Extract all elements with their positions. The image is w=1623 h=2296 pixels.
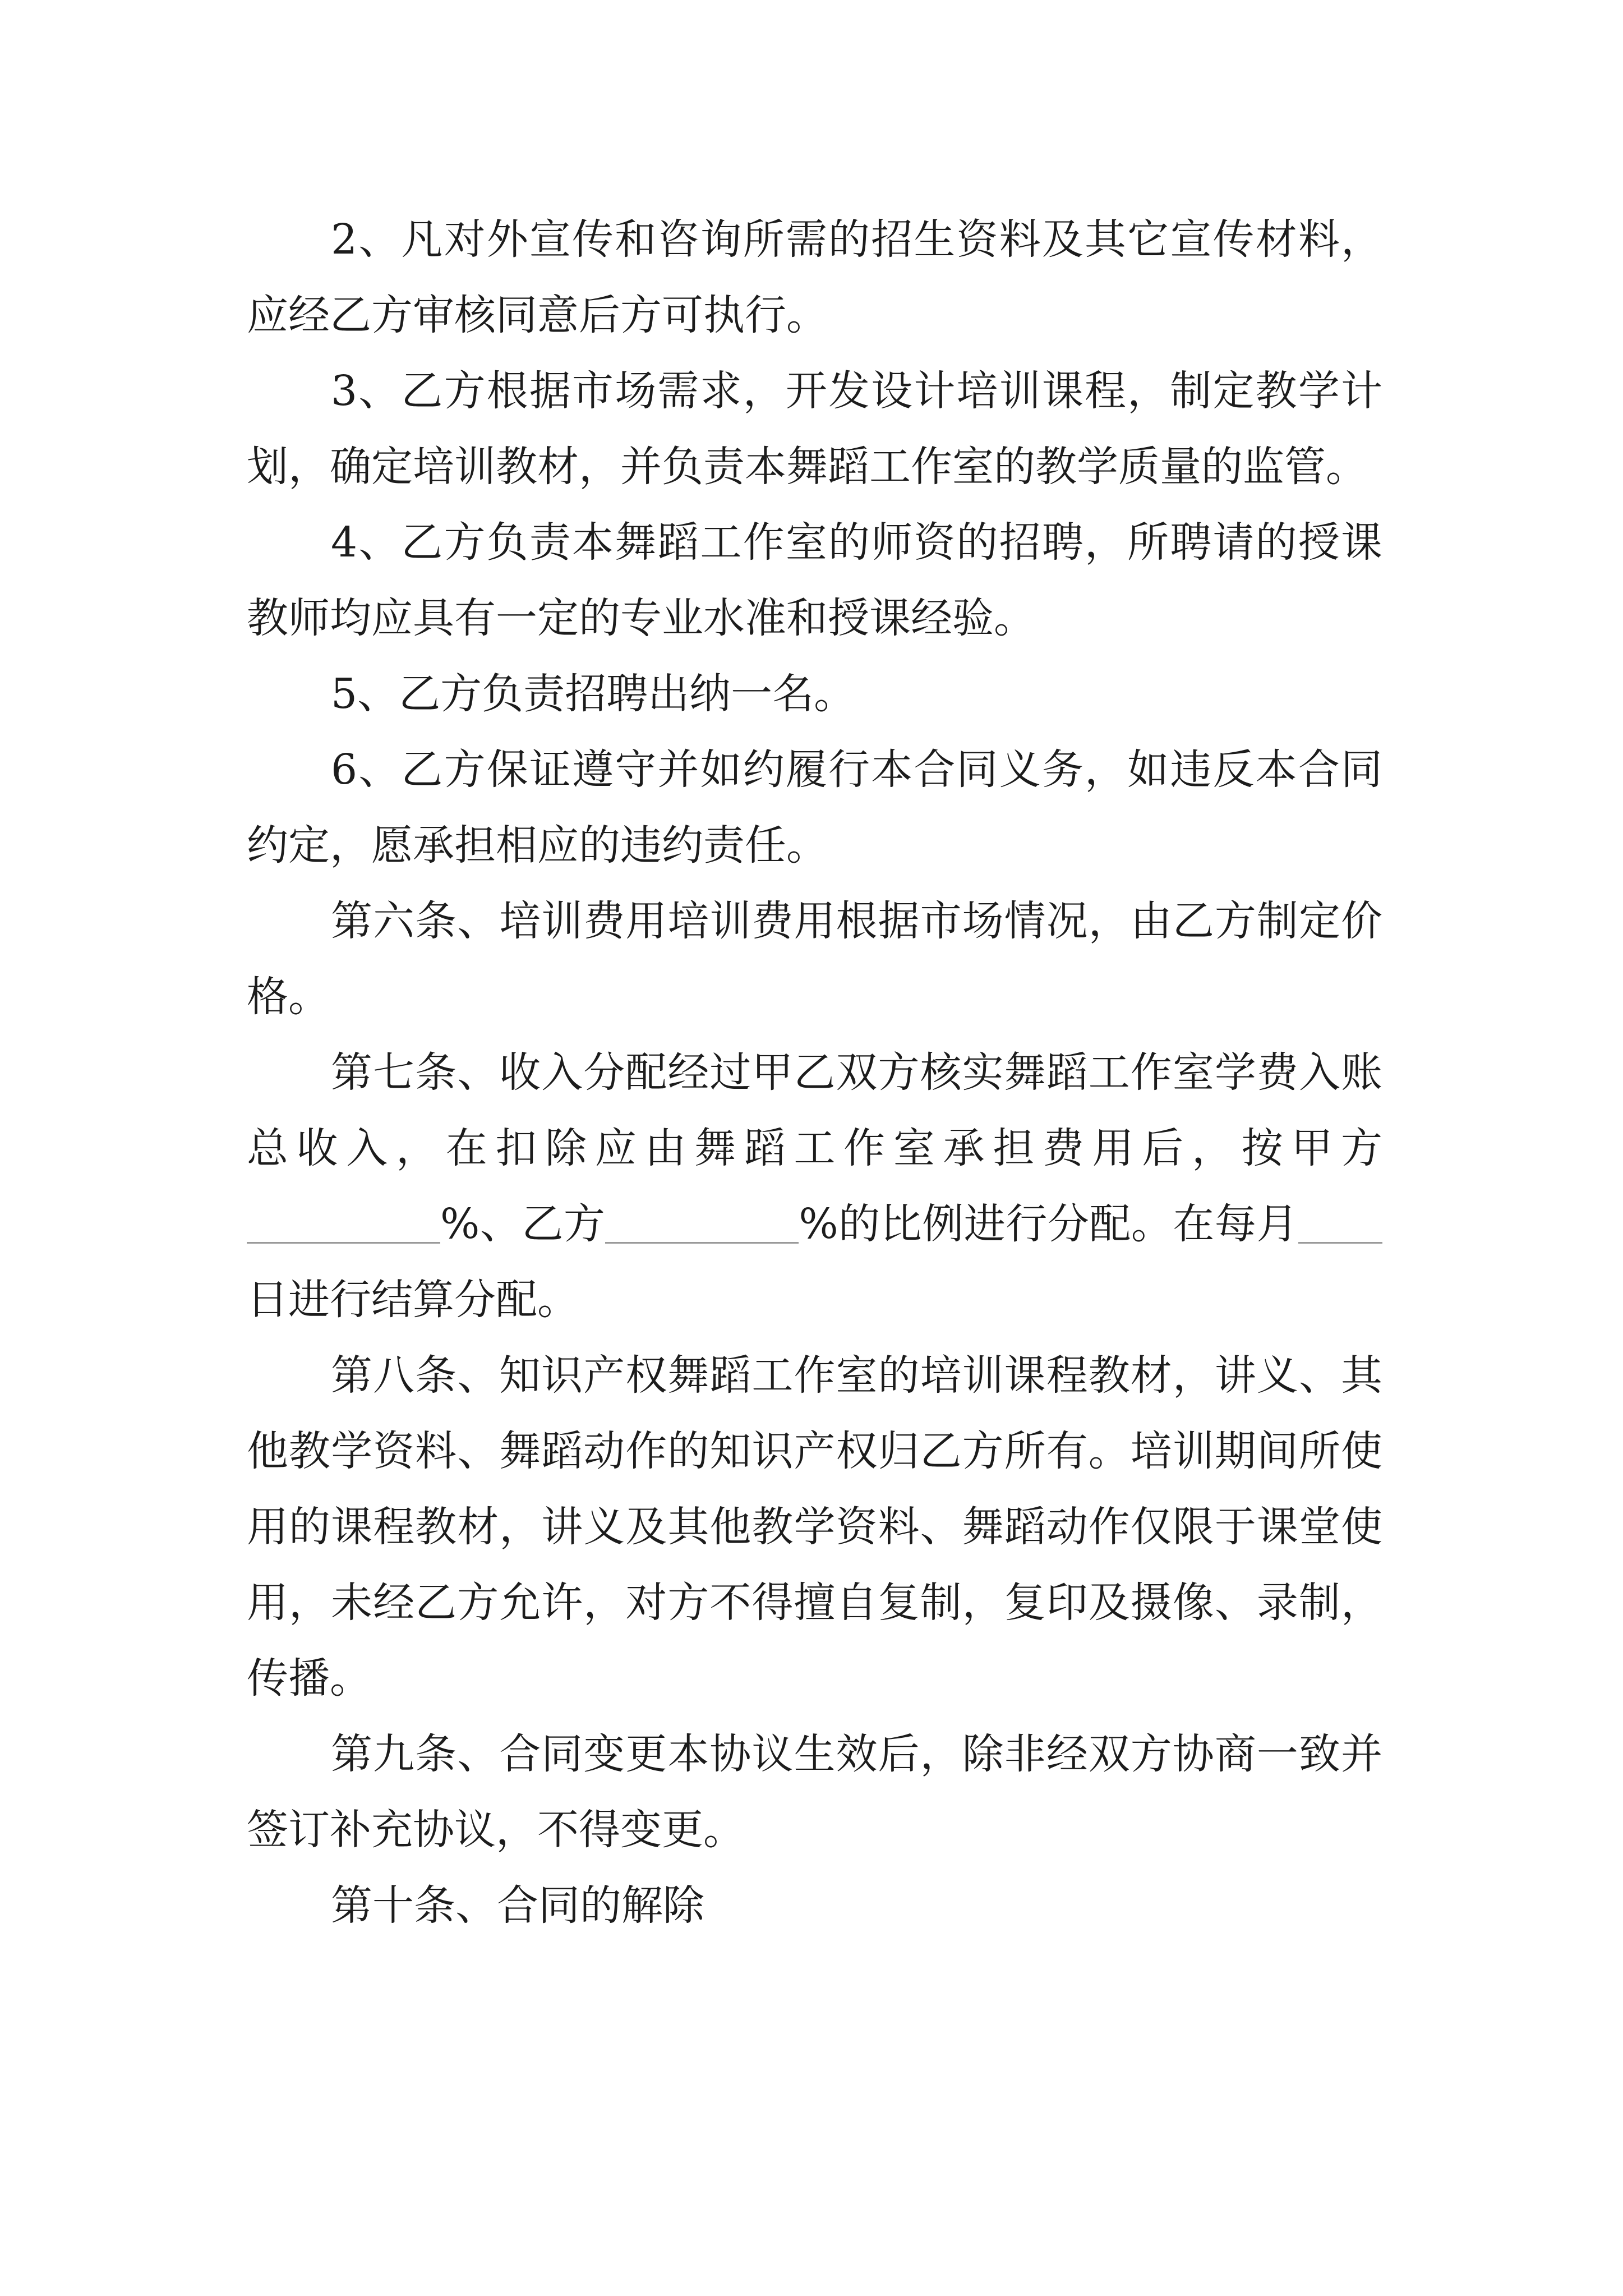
document-body — [247, 202, 1382, 1944]
article-7-text-4: 日进行结算分配。 — [247, 1276, 579, 1324]
paragraph-item-2: 2、凡对外宣传和咨询所需的招生资料及其它宣传材料，应经乙方审核同意后方可执行。 — [247, 215, 1382, 339]
settlement-day-blank[interactable] — [1298, 1241, 1382, 1244]
party-b-percent-blank[interactable] — [605, 1241, 799, 1244]
paragraph-item-5: 5、乙方负责招聘出纳一名。 — [331, 670, 856, 718]
article-6-fees: 第六条、培训费用培训费用根据市场情况，由乙方制定价格。 — [247, 897, 1382, 1021]
paragraph-item-4: 4、乙方负责本舞蹈工作室的师资的招聘，所聘请的授课教师均应具有一定的专业水准和授课经验。 — [247, 518, 1382, 642]
article-10-termination: 第十条、合同的解除 — [331, 1881, 704, 1930]
article-8-intellectual-property: 第八条、知识产权舞蹈工作室的培训课程教材，讲义、其他教学资料、舞蹈动作的知识产权归乙方所有。培训期间所使用的课程教材，讲义及其他教学资料、舞蹈动作仅限于课堂使用，未经乙方允许，对方不得擅自复制，复印及摄像、录制，传播。 — [247, 1351, 1382, 1703]
party-a-percent-blank[interactable] — [247, 1241, 440, 1244]
article-7-text-2: %、乙方 — [440, 1200, 606, 1248]
paragraph-item-6: 6、乙方保证遵守并如约履行本合同义务，如违反本合同约定，愿承担相应的违约责任。 — [247, 746, 1382, 869]
article-7-income-distribution — [247, 1035, 1382, 1338]
article-7-text-3: %的比例进行分配。在每月 — [799, 1200, 1298, 1248]
article-7-text-1: 第七条、收入分配经过甲乙双方核实舞蹈工作室学费入账总收入，在扣除应由舞蹈工作室承担费用后，按甲方 — [247, 1048, 1382, 1172]
paragraph-item-3: 3、乙方根据市场需求，开发设计培训课程，制定教学计划，确定培训教材，并负责本舞蹈工作室的教学质量的监管。 — [247, 367, 1382, 491]
article-9-contract-change: 第九条、合同变更本协议生效后，除非经双方协商一致并签订补充协议，不得变更。 — [247, 1730, 1382, 1854]
